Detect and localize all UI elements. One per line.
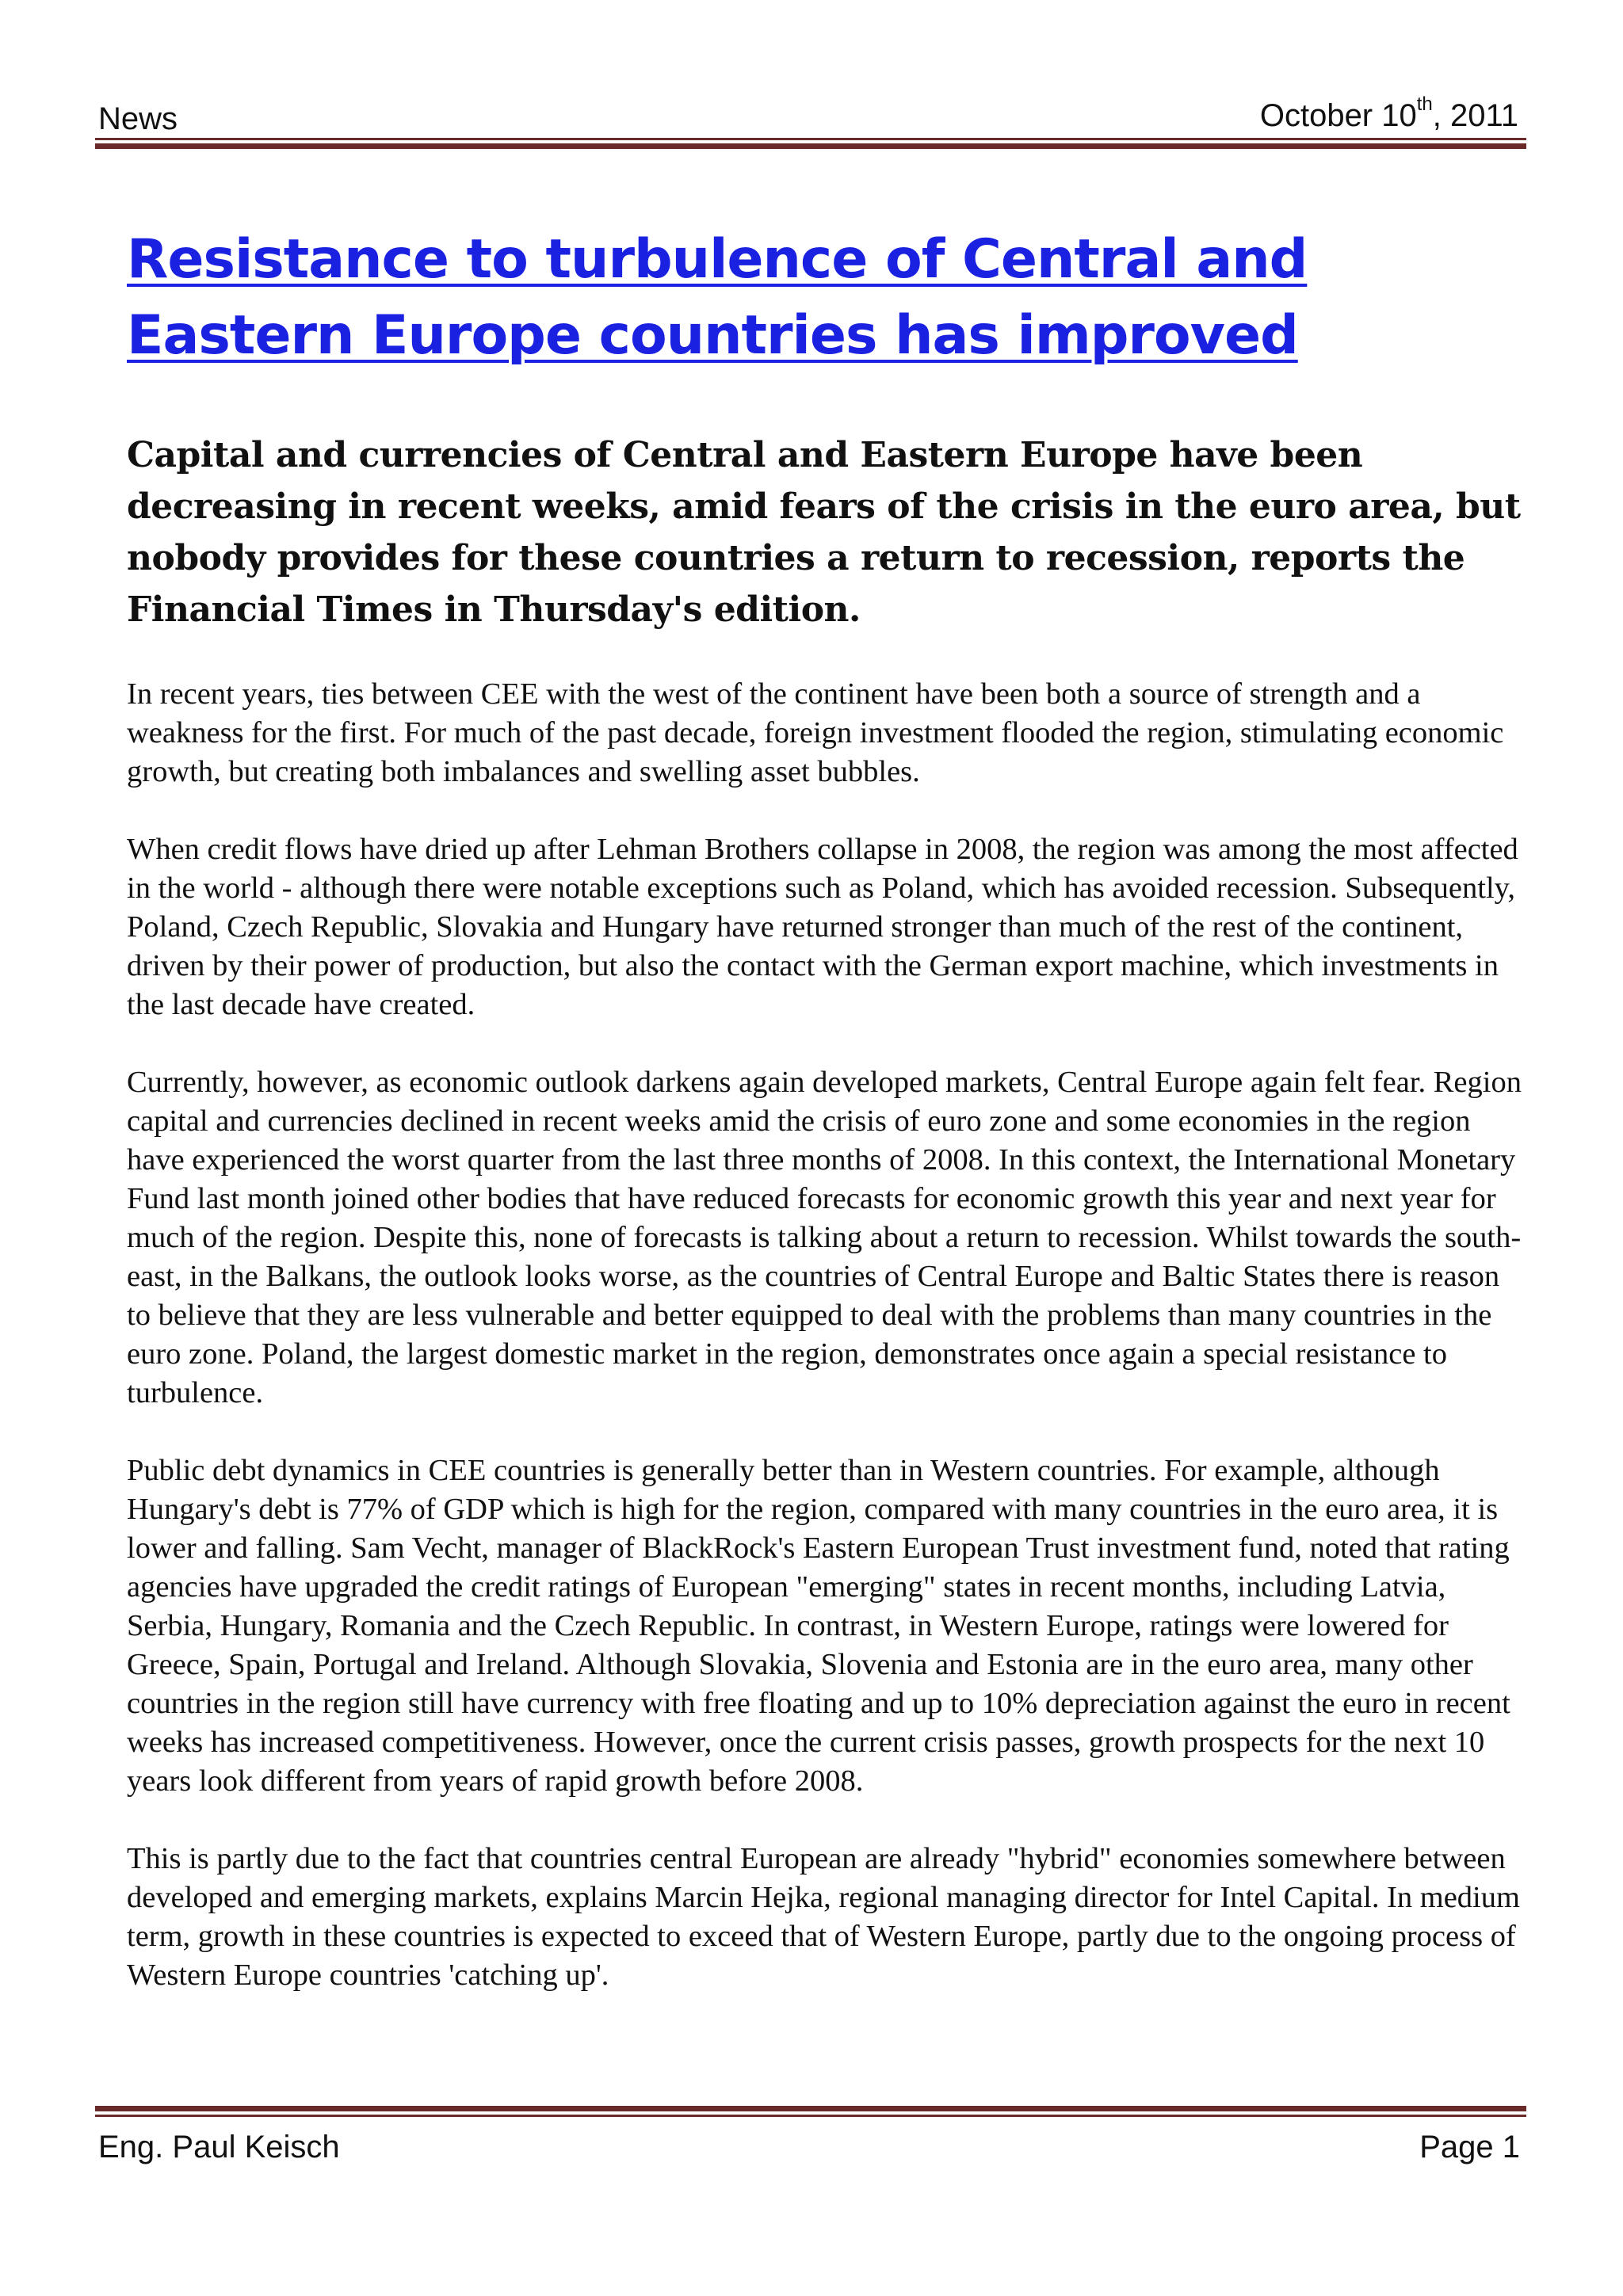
page-number: Page 1 bbox=[1419, 2130, 1520, 2164]
article-title-link[interactable]: Resistance to turbulence of Central and Eastern Europe countries has improved bbox=[127, 228, 1308, 367]
page-footer bbox=[97, 2130, 1526, 2174]
article-paragraph: Currently, however, as economic outlook darkens again developed markets, Central Europe again felt fear. Region capital and currencies declined in recent weeks amid the crisis of euro zone and some economies in the region have experienced the worst quarter from the last three months of 2008. In this context, the International Monetary Fund last month joined other bodies that have reduced forecasts for economic growth this year and next year for much of the region. Despite this, none of forecasts is talking about a return to recession. Whilst towards the south-east, in the Balkans, the outlook looks worse, as the countries of Central Europe and Baltic States there is reason to believe that they are less vulnerable and better equipped to deal with the problems than many countries in the euro zone. Poland, the largest domestic market in the region, demonstrates once again a special resistance to turbulence. bbox=[127, 1066, 1522, 1409]
article-lead: Capital and currencies of Central and Eastern Europe have been decreasing in recent weeks, amid fears of the crisis in the euro area, but nobody provides for these countries a return to recession, reports the Financial Times in Thursday's edition. bbox=[127, 435, 1521, 630]
footer-author: Eng. Paul Keisch bbox=[98, 2130, 340, 2164]
page-header bbox=[97, 93, 1526, 138]
article-paragraph: In recent years, ties between CEE with the west of the continent have been both a source of strength and a weakness for the first. For much of the past decade, foreign investment flooded the region, stimulating economic growth, but creating both imbalances and swelling asset bubbles. bbox=[127, 677, 1504, 788]
footer-divider bbox=[95, 2106, 1526, 2117]
article-paragraph: This is partly due to the fact that countries central European are already "hybrid" economies somewhere between developed and emerging markets, explains Marcin Hejka, regional managing director for Intel Capital. In medium term, growth in these countries is expected to exceed that of Western Europe, partly due to the ongoing process of Western Europe countries 'catching up'. bbox=[127, 1842, 1520, 1992]
header-date-ordinal: th bbox=[1416, 93, 1433, 115]
article-paragraph: Public debt dynamics in CEE countries is generally better than in Western countries. For example, although Hungary's debt is 77% of GDP which is high for the region, compared with many countries in the euro area, it is lower and falling. Sam Vecht, manager of BlackRock's Eastern European Trust investment fund, noted that rating agencies have upgraded the credit ratings of European "emerging" states in recent months, including Latvia, Serbia, Hungary, Romania and the Czech Republic. In contrast, in Western Europe, ratings were lowered for Greece, Spain, Portugal and Ireland. Although Slovakia, Slovenia and Estonia are in the euro area, many other countries in the region still have currency with free floating and up to 10% depreciation against the euro in recent weeks has increased competitiveness. However, once the current crisis passes, growth prospects for the next 10 years look different from years of rapid growth before 2008. bbox=[127, 1454, 1510, 1798]
header-section-label: News bbox=[98, 101, 178, 136]
header-date bbox=[1259, 93, 1518, 134]
header-date-suffix: , 2011 bbox=[1432, 98, 1518, 133]
header-date-prefix: October 10 bbox=[1259, 98, 1417, 133]
article-paragraph: When credit flows have dried up after Lehman Brothers collapse in 2008, the region was among the most affected in the world - although there were notable exceptions such as Poland, which has avoided recession. Subsequently, Poland, Czech Republic, Slovakia and Hungary have returned stronger than much of the rest of the continent, driven by their power of production, but also the contact with the German export machine, which investments in the last decade have created. bbox=[127, 833, 1518, 1021]
article bbox=[127, 222, 1529, 2034]
header-divider bbox=[95, 138, 1526, 149]
